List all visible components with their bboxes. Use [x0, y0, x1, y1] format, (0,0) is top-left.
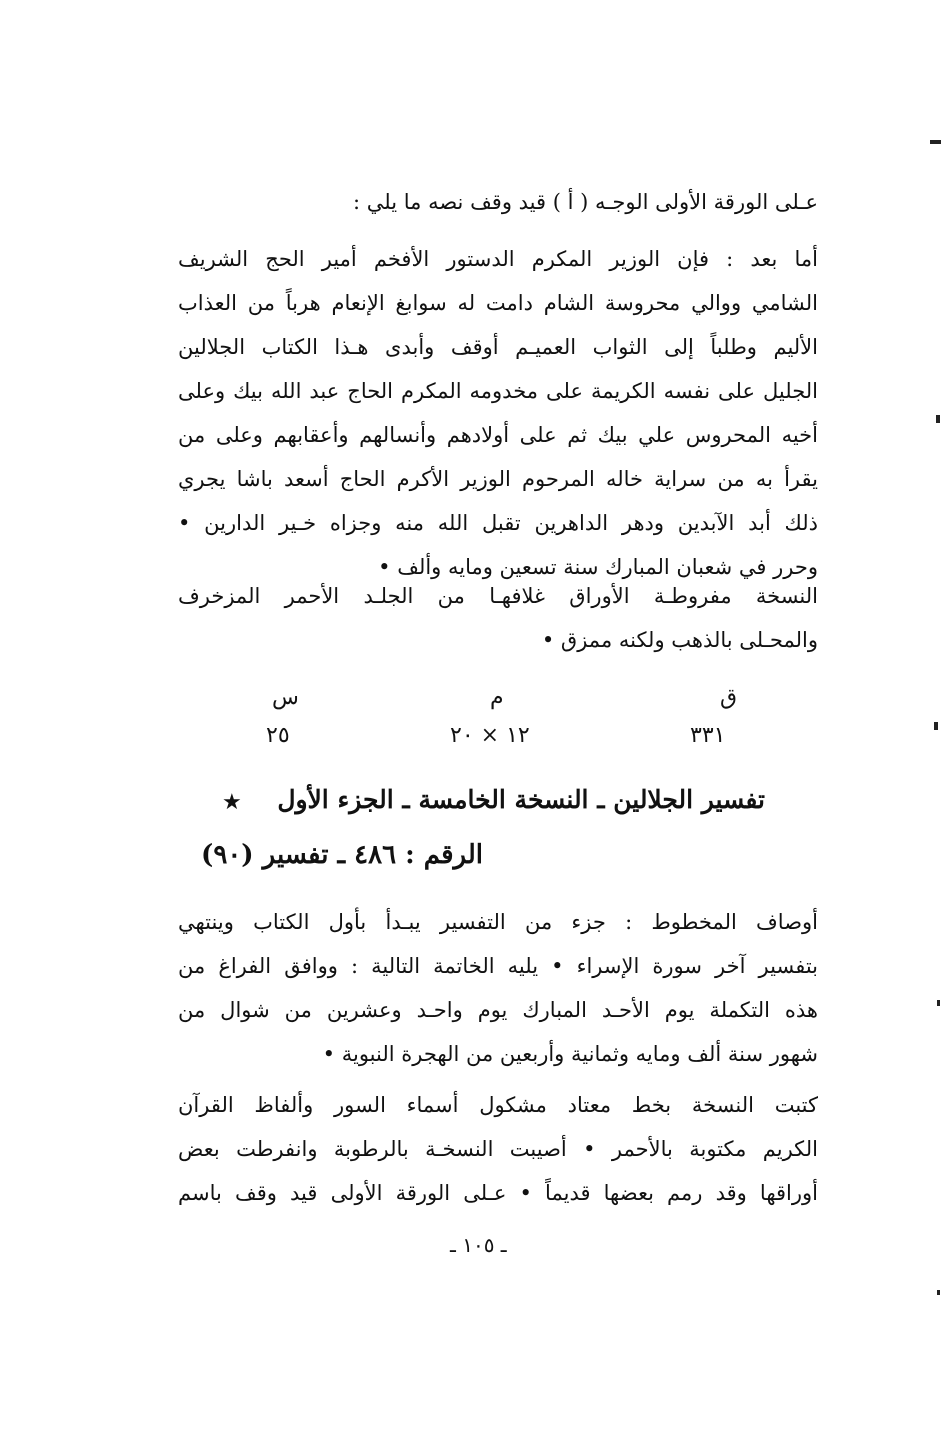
scan-mark: [936, 415, 940, 423]
text-line: كتبت النسخة بخط معتاد مشكول أسماء السور وألفاظ القرآن: [178, 1093, 818, 1117]
text-line: هذه التكملة يوم الأحـد المبارك يوم واحـد وعشرين من شوال من: [178, 998, 818, 1022]
text-line: أوراقها وقد رمم بعضها قديماً • عـلى الورقة الأولى قيد وقف باسم: [178, 1181, 818, 1205]
text-line: الشامي ووالي محروسة الشام دامت له سوابغ الإنعام هرباً من العذاب: [178, 291, 818, 315]
scan-mark: [937, 1290, 940, 1295]
m-value: ١٢ × ٢٠: [450, 723, 530, 748]
text-line: شهور سنة ألف ومايه وثمانية وأربعين من الهجرة النبوية •: [322, 1042, 818, 1066]
intro-line: عـلى الورقة الأولى الوجـه ( أ ) قيد وقف نصه ما يلي :: [353, 190, 818, 214]
intro-paragraph: [178, 180, 818, 224]
m-label: م: [490, 685, 504, 710]
q-label: ق: [720, 685, 738, 710]
page-number: ـ ١٠٥ ـ: [450, 1233, 507, 1257]
s-label: س: [272, 685, 299, 710]
text-line: الجليل على نفسه الكريمة على مخدومه المكرم الحاج عبد الله بيك وعلى: [178, 379, 818, 403]
measurement-values: [250, 716, 740, 756]
measurement-labels: [250, 678, 740, 718]
text-line: الأليم وطلباً إلى الثواب العميـم أوقف وأبدى هـذا الكتاب الجلالين: [178, 335, 818, 359]
text-line: ذلك أبد الآبدين ودهر الداهرين تقبل الله منه وجزاه خـير الدارين •: [178, 511, 818, 535]
binding-paragraph: [178, 574, 818, 662]
section-title: تفسير الجلالين ـ النسخة الخامسة ـ الجزء الأول: [277, 785, 765, 814]
text-line: يقرأ به من سراية خاله المرحوم الوزير الأكرم الحاج أسعد باشا يجري: [178, 467, 818, 491]
text-line: أوصاف المخطوط : جزء من التفسير يبـدأ بأول الكتاب وينتهي: [178, 910, 818, 934]
manuscript-number: الرقم : ٤٨٦ ـ تفسير (٩٠): [201, 840, 483, 870]
waqf-paragraph: [178, 237, 818, 589]
description-paragraph: [178, 900, 818, 1076]
text-line: النسخة مفروطـة الأوراق غلافهـا من الجلـد الأحمر المزخرف: [178, 584, 818, 608]
s-value: ٢٥: [266, 723, 290, 748]
q-value: ٣٣١: [690, 723, 726, 748]
text-line: أما بعد : فإن الوزير المكرم الدستور الأفخم أمير الحج الشريف: [178, 247, 818, 271]
text-line: والمحـلى بالذهب ولكنه ممزق •: [541, 628, 818, 652]
text-line: أخيه المحروس علي بيك ثم على أولادهم وأنسالهم وأعقابهم وعلى من: [178, 423, 818, 447]
scan-mark: [930, 140, 941, 144]
text-line: وحرر في شعبان المبارك سنة تسعين ومايه وألف •: [378, 555, 818, 579]
script-paragraph: [178, 1083, 818, 1215]
scan-mark: [937, 1000, 940, 1006]
text-line: الكريم مكتوبة بالأحمر • أصيبت النسخـة بالرطوبة وانفرطت بعض: [178, 1137, 818, 1161]
scan-mark: [934, 722, 938, 730]
star-icon: ★: [222, 790, 242, 815]
text-line: بتفسير آخر سورة الإسراء • يليه الخاتمة التالية : ووافق الفراغ من: [178, 954, 818, 978]
